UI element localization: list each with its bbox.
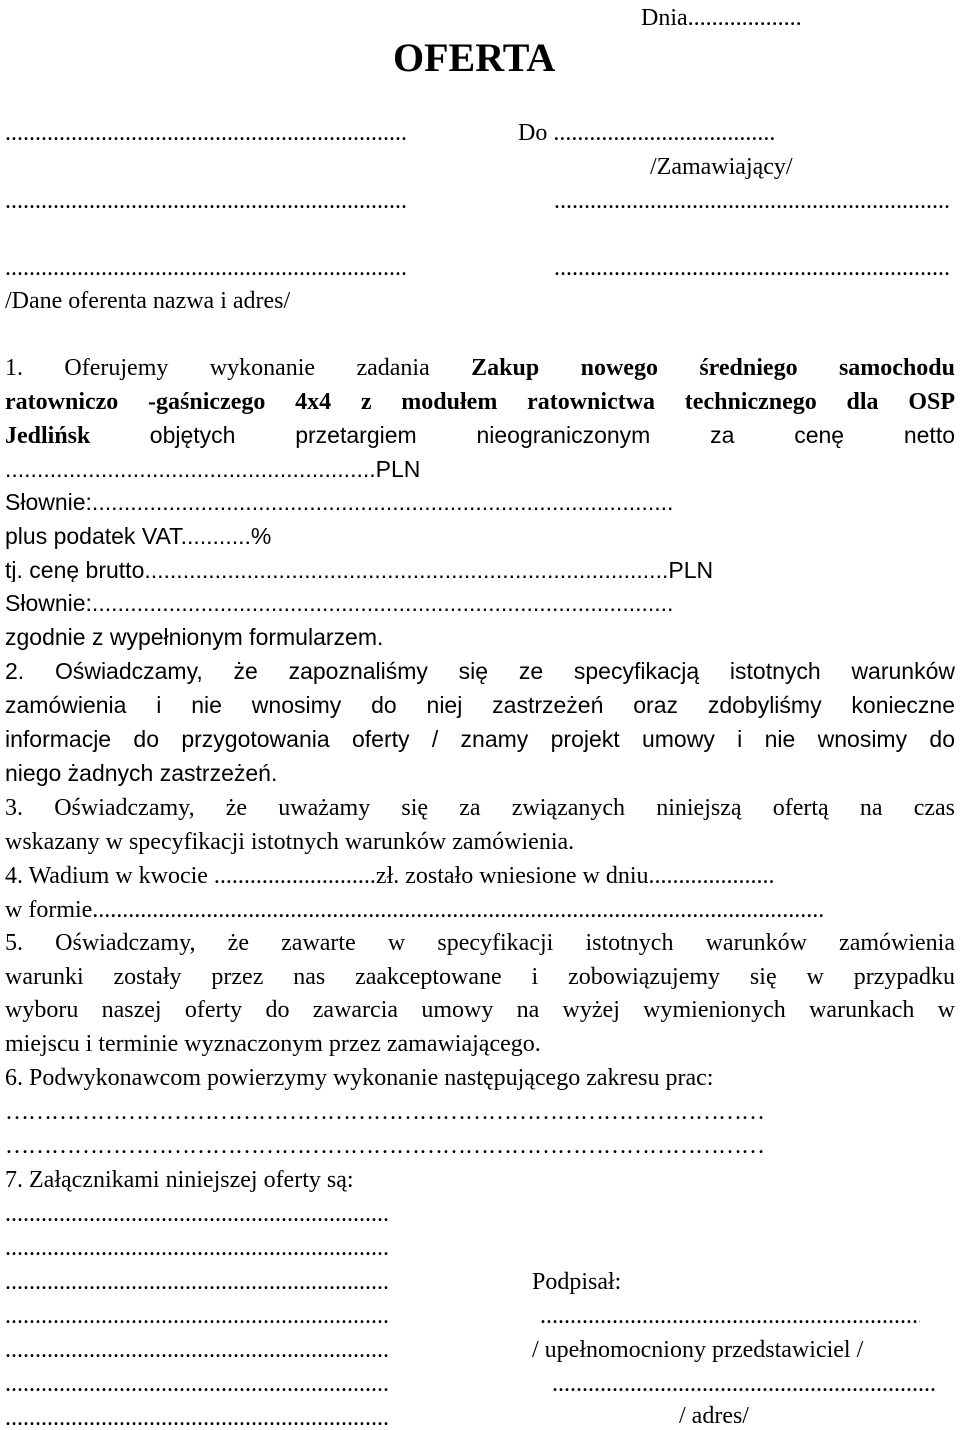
- document-title: OFERTA: [393, 35, 556, 80]
- bidder-dotted-line: [5, 121, 408, 145]
- signature-address-dotted-line: [552, 1372, 935, 1396]
- item2-line2: zamówienia i nie wnosimy do niej zastrzeżeń oraz zdobyliśmy konieczne: [5, 692, 955, 718]
- attachment-dotted-line: [5, 1304, 388, 1328]
- attachment-dotted-line: [5, 1270, 388, 1294]
- signature-label: Podpisał:: [532, 1269, 622, 1295]
- signature-dotted-line: [540, 1304, 920, 1328]
- item2-line1: 2. Oświadczamy, że zapoznaliśmy się ze specyfikacją istotnych warunków: [5, 658, 955, 684]
- deposit-field: 4. Wadium w kwocie ...........................zł. zostało wniesione w dniu.....................: [5, 863, 775, 889]
- attachment-dotted-line: [5, 1236, 388, 1260]
- attachment-dotted-line: [5, 1372, 388, 1396]
- item2-line3: informacje do przygotowania oferty / znamy projekt umowy i nie wnosimy do: [5, 726, 955, 752]
- attachment-dotted-line: [5, 1338, 388, 1362]
- subcontract-fill-line: ………………………………………………………………………………………: [5, 1100, 764, 1124]
- bidder-dotted-line: [5, 256, 408, 280]
- item5-line4: miejscu i terminie wyznaczonym przez zamawiającego.: [5, 1031, 541, 1057]
- net-price-words-field: Słownie:...........................................................................................: [5, 491, 674, 514]
- recipient-dotted-line: [554, 189, 950, 213]
- item3-line2: wskazany w specyfikacji istotnych warunków zamówienia.: [5, 829, 575, 855]
- signature-role: / upełnomocniony przedstawiciel /: [532, 1337, 864, 1363]
- deposit-form-field: w formie..........................................................................................................................: [5, 898, 825, 922]
- recipient-field: Do .....................................: [518, 120, 776, 146]
- item5-line2: warunki zostały przez nas zaakceptowane i zobowiązujemy się w przypadku: [5, 964, 955, 990]
- vat-field: plus podatek VAT...........%: [5, 523, 272, 549]
- signature-address-caption: / adres/: [679, 1403, 749, 1429]
- gross-price-field: tj. cenę brutto..................................................................................PLN: [5, 559, 714, 582]
- attachment-dotted-line: [5, 1202, 388, 1226]
- item6-line1: 6. Podwykonawcom powierzymy wykonanie następującego zakresu prac:: [5, 1065, 714, 1091]
- form-note: zgodnie z wypełnionym formularzem.: [5, 624, 384, 650]
- item3-line1: 3. Oświadczamy, że uważamy się za związanych niniejszą ofertą na czas: [5, 795, 955, 821]
- recipient-dotted-line: [554, 256, 950, 280]
- item2-line4: niego żadnych zastrzeżeń.: [5, 760, 278, 786]
- item1-line2: ratowniczo -gaśniczego 4x4 z modułem ratownictwa technicznego dla OSP: [5, 389, 955, 415]
- bidder-caption: /Dane oferenta nazwa i adres/: [5, 288, 291, 314]
- item1-line3: Jedlińsk objętych przetargiem nieograniczonym za cenę netto: [5, 422, 956, 449]
- subcontract-fill-line: ………………………………………………………………………………………: [5, 1134, 764, 1158]
- item5-line3: wyboru naszej oferty do zawarcia umowy na wyżej wymienionych warunkach w: [5, 997, 955, 1023]
- attachment-dotted-line: [5, 1406, 388, 1430]
- gross-price-words-field: Słownie:...........................................................................................: [5, 592, 674, 615]
- net-price-field: ..........................................................PLN: [5, 456, 421, 482]
- bidder-dotted-line: [5, 189, 408, 213]
- contracting-party-caption: /Zamawiający/: [650, 154, 793, 180]
- item1-line1: 1. Oferujemy wykonanie zadania Zakup nowego średniego samochodu: [5, 355, 955, 381]
- date-field: Dnia...................: [641, 5, 802, 31]
- item7-line1: 7. Załącznikami niniejszej oferty są:: [5, 1167, 354, 1193]
- item5-line1: 5. Oświadczamy, że zawarte w specyfikacji istotnych warunków zamówienia: [5, 930, 955, 956]
